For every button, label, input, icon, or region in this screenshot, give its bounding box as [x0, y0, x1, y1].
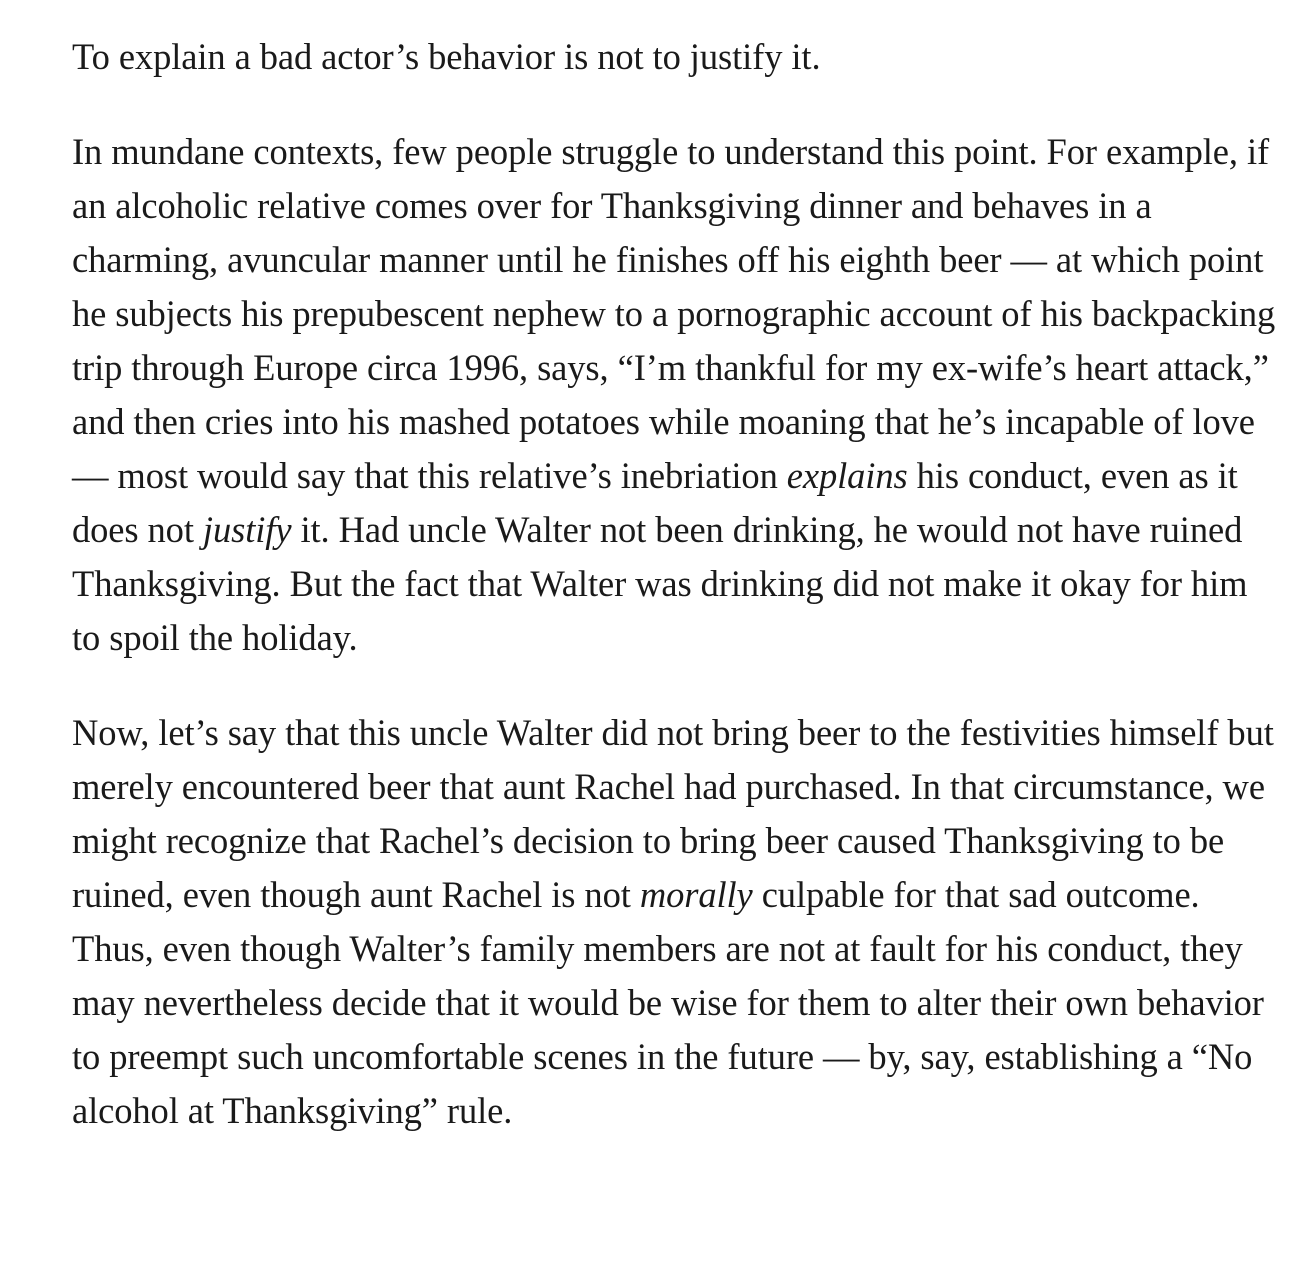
paragraph-2-text-b: his conduct, even as it does not: [72, 455, 1238, 550]
emphasis-explains: explains: [786, 455, 908, 496]
paragraph-2: [72, 125, 1282, 665]
paragraph-2-text-a: In mundane contexts, few people struggle to understand this point. For example, if an alcoholic relative comes over for Thanksgiving dinner and behaves in a charming, avuncular manner until he finishes off his eighth beer — at which point he subjects his prepubescent nephew to a pornographic account of his backpacking trip through Europe circa 1996, says, “I’m thankful for my ex-wife’s heart attack,” and then cries into his mashed potatoes while moaning that he’s incapable of love — most would say that this relative’s inebriation: [72, 131, 1276, 496]
paragraph-3-text-b: culpable for that sad outcome. Thus, even though Walter’s family members are not at fault for his conduct, they may nevertheless decide that it would be wise for them to alter their own behavior to preempt such uncomfortable scenes in the future — by, say, establishing a “No alcohol at Thanksgiving” rule.: [72, 874, 1264, 1131]
paragraph-3-text-a: Now, let’s say that this uncle Walter did not bring beer to the festivities himself but merely encountered beer that aunt Rachel had purchased. In that circumstance, we might recognize that Rachel’s decision to bring beer caused Thanksgiving to be ruined, even though aunt Rachel is not: [72, 712, 1274, 915]
emphasis-justify: justify: [202, 509, 292, 550]
emphasis-morally: morally: [639, 874, 753, 915]
paragraph-1-text: To explain a bad actor’s behavior is not to justify it.: [72, 36, 821, 77]
paragraph-1: [72, 30, 1282, 84]
article-body: [72, 30, 1282, 1179]
paragraph-2-text-c: it. Had uncle Walter not been drinking, he would not have ruined Thanksgiving. But the fact that Walter was drinking did not make it okay for him to spoil the holiday.: [72, 509, 1248, 658]
paragraph-3: [72, 706, 1282, 1138]
